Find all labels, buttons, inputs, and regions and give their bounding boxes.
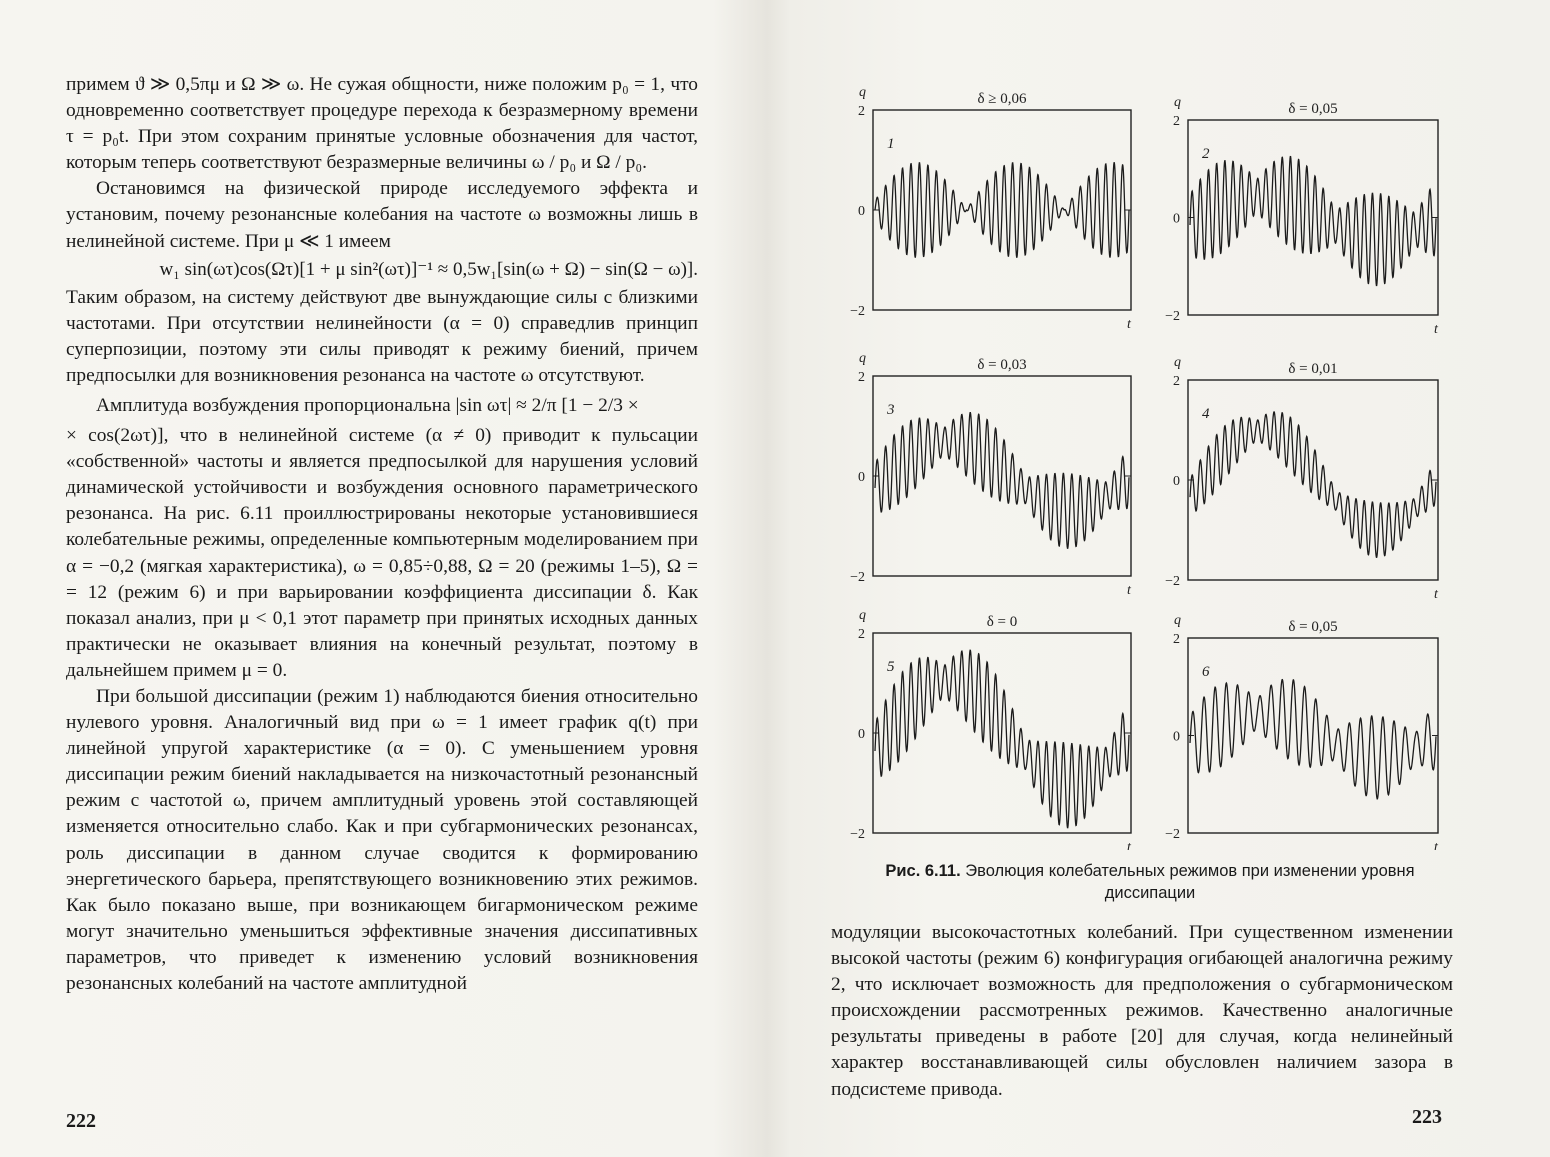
page-number: 222 <box>66 1110 96 1132</box>
plot-panel-3 <box>850 351 1132 598</box>
x-axis-label: t <box>1127 583 1131 598</box>
plots-svg <box>835 80 1515 850</box>
panel-number: 1 <box>887 136 895 152</box>
panel-number: 5 <box>887 659 895 675</box>
y-tick-label: −2 <box>850 827 865 842</box>
y-tick-label: 0 <box>858 727 865 742</box>
paragraph: При большой диссипации (режим 1) наблюдаются биения относительно нулевого уровня. Аналогичный вид при ω = 1 имеет график q(t) при линейной упругой характеристике (α = 0). С уменьшением уровня диссипации режим биений накладывается на низкочастотный резонансный режим с частотой ω, причем амплитудный уровень этой составляющей изменяется относительно слабо. Как и при субгармонических резонансах, роль диссипации в данном случае сводится к формированию энергетического барьера, препятствующего возникновению этих режимов. Как было показано выше, при возникающем бигармоническом режиме могут значительно уменьшиться эффективные значения диссипативных параметров, что приведет к изменению условий возникновения резонансных колебаний на частоте амплитудной <box>66 685 698 994</box>
y-axis-label: q <box>1174 613 1181 628</box>
y-tick-label: 2 <box>858 627 865 642</box>
series-line <box>875 650 1129 827</box>
y-tick-label: 0 <box>858 204 865 219</box>
left-text-column <box>66 72 698 997</box>
y-axis-label: q <box>1174 355 1181 370</box>
y-axis-label: q <box>859 608 866 623</box>
panel-title: δ = 0,03 <box>977 357 1027 373</box>
x-axis-label: t <box>1434 587 1438 602</box>
y-tick-label: −2 <box>1165 574 1180 589</box>
panel-number: 4 <box>1202 406 1210 422</box>
y-tick-label: 2 <box>1173 632 1180 647</box>
paragraph: Таким образом, на систему действуют две вынуждающие силы с близкими частотами. При отсутствии нелинейности (α = 0) справедлив принцип суперпозиции, поэтому эти силы приводят к режиму биений, причем предпосылки для возникновения резонанса на частоте ω отсутствуют. <box>66 286 698 386</box>
y-tick-label: 0 <box>1173 474 1180 489</box>
page-number: 223 <box>1412 1106 1442 1128</box>
y-tick-label: 2 <box>1173 374 1180 389</box>
x-axis-label: t <box>1434 322 1438 337</box>
figure-6-11 <box>835 80 1515 850</box>
y-tick-label: −2 <box>850 570 865 585</box>
series-line <box>875 163 1129 257</box>
series-line <box>1190 680 1436 799</box>
panel-number: 2 <box>1202 146 1210 162</box>
y-tick-label: 0 <box>1173 729 1180 745</box>
y-tick-label: 2 <box>1173 114 1180 129</box>
formula-line: Амплитуда возбуждения пропорциональна |sin ωτ| ≈ 2/π [1 − 2/3 × <box>96 395 639 417</box>
paragraph: × cos(2ωτ)], что в нелинейной системе (α ≠ 0) приводит к пульсации «собственной» частоты и является предпосылкой для нарушения условий динамической устойчивости и возбуждения основного параметрического резонанса. На рис. 6.11 проиллюстрированы некоторые установившиеся колебательные режимы, определенные компьютерным моделированием при α = −0,2 (мягкая характеристика), ω = 0,85÷0,88, Ω = 20 (режимы 1–5), Ω = = 12 (режим 6) и при варьировании коэффициента диссипации δ. Как показал анализ, при μ < 0,1 этот параметр при принятых исходных данных практически не оказывает влияния на конечный результат, поэтому в дальнейшем примем μ = 0. <box>66 425 698 681</box>
series-line <box>1190 157 1436 286</box>
paragraph: Остановимся на физической природе исследуемого эффекта и установим, почему резонансные колебания на частоте ω возможны лишь в нелинейной системе. При μ ≪ 1 имеем <box>66 178 698 252</box>
y-axis-label: q <box>859 85 866 100</box>
series-line <box>1190 412 1436 557</box>
plot-panel-2 <box>1165 95 1439 337</box>
y-tick-label: −2 <box>850 304 865 319</box>
plot-panel-6 <box>1165 613 1439 850</box>
series-line <box>875 413 1129 549</box>
formula: w₁ sin(ωτ)cos(Ωτ)[1 + μ sin²(ωτ)]⁻¹ ≈ 0,5w₁[sin(ω + Ω) − sin(Ω − ω)]. <box>159 258 698 280</box>
paragraph: модуляции высокочастотных колебаний. При существенном изменении высокой частоты (режим 6) конфигурация огибающей аналогична режиму 2, что исключает возможность для предположения о субгармоническом происхождении рассмотренных режимов. Качественно аналогичные результаты приведены в работе [20] для случая, когда нелинейный характер восстанавливающей силы обусловлен наличием зазора в подсистеме привода. <box>831 922 1453 1100</box>
x-axis-label: t <box>1434 840 1438 850</box>
x-axis-label: t <box>1127 840 1131 850</box>
panel-title: δ ≥ 0,06 <box>977 91 1027 107</box>
right-page <box>775 0 1550 1157</box>
paragraph: примем ϑ ≫ 0,5πμ и Ω ≫ ω. Не сужая общности, ниже положим p₀ = 1, что одновременно соответствует процедуре перехода к безразмерному времени τ = p₀t. При этом сохраним принятые условные обозначения для частот, которым теперь соответствуют безразмерные величины ω / p₀ и Ω / p₀. <box>66 74 698 174</box>
y-axis-label: q <box>1174 95 1181 110</box>
plot-panel-4 <box>1165 355 1439 602</box>
caption-label: Рис. 6.11. <box>885 862 961 880</box>
figure-caption <box>845 860 1455 904</box>
plot-panel-1 <box>850 85 1132 332</box>
panel-number: 6 <box>1202 664 1210 680</box>
panel-title: δ = 0,01 <box>1288 361 1338 377</box>
right-text-column <box>831 920 1453 1103</box>
y-tick-label: −2 <box>1165 309 1180 324</box>
y-axis-label: q <box>859 351 866 366</box>
y-tick-label: 2 <box>858 104 865 119</box>
y-tick-label: 2 <box>858 370 865 385</box>
caption-text: Эволюция колебательных режимов при изменении уровня диссипации <box>965 862 1415 902</box>
panel-title: δ = 0,05 <box>1288 619 1338 635</box>
panel-title: δ = 0 <box>986 614 1018 630</box>
plot-panel-5 <box>850 608 1132 850</box>
panel-number: 3 <box>887 402 895 418</box>
panel-title: δ = 0,05 <box>1288 101 1338 117</box>
y-tick-label: 0 <box>1173 211 1180 227</box>
y-tick-label: −2 <box>1165 827 1180 842</box>
x-axis-label: t <box>1127 317 1131 332</box>
y-tick-label: 0 <box>858 470 865 485</box>
